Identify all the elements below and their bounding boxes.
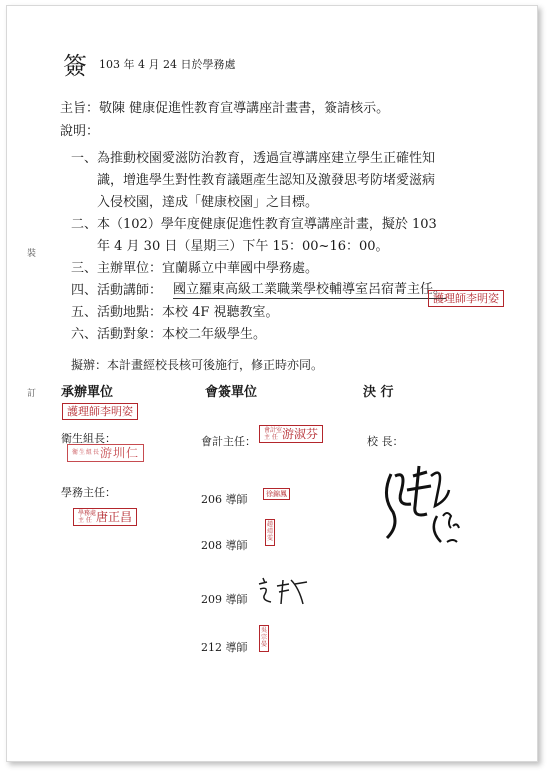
principal-signature-icon bbox=[377, 446, 467, 556]
nurse-stamp-top: 護理師李明姿 bbox=[428, 290, 504, 307]
organizer-title: 承辦單位 bbox=[61, 385, 114, 400]
subject-label: 主旨： bbox=[60, 101, 100, 116]
item-5-num: 五、 bbox=[71, 305, 98, 320]
s208-char-3: 雯 bbox=[267, 534, 274, 542]
health-leader-stamp-prefix: 衛生組長 bbox=[72, 449, 101, 457]
explanation-label: 說明： bbox=[60, 124, 100, 139]
s212-char-3: 晏 bbox=[261, 640, 268, 648]
teacher-209-label: 209 導師 bbox=[201, 593, 248, 606]
item-3-line-1: 主辦單位：宜蘭縣立中華國中學務處。 bbox=[97, 261, 319, 276]
item-1-line-1: 為推動校園愛滋防治教育，透過宣導講座建立學生正確性知 bbox=[97, 151, 436, 166]
item-2-line-1: 本（102）學年度健康促進性教育宣導講座計畫，擬於 103 bbox=[97, 217, 437, 232]
affairs-stamp-name: 唐正昌 bbox=[96, 510, 133, 524]
principal-label: 校 長： bbox=[367, 435, 404, 448]
teacher-206-stamp: 徐錦鳳 bbox=[263, 488, 290, 500]
s208-char-1: 趙 bbox=[267, 521, 274, 528]
item-5-line-1: 活動地點：本校 4F 視聽教室。 bbox=[97, 305, 279, 320]
teacher-208-stamp bbox=[265, 519, 275, 546]
item-3-num: 三、 bbox=[71, 261, 98, 276]
doc-type: 簽 bbox=[63, 52, 87, 80]
teacher-209-signature-icon bbox=[255, 574, 315, 608]
teacher-206-label: 206 導師 bbox=[201, 493, 248, 506]
health-leader-stamp-name: 游圳仁 bbox=[100, 446, 140, 460]
accountant-label: 會計主任： bbox=[201, 435, 256, 448]
student-affairs-stamp bbox=[73, 508, 137, 526]
cosign-title: 會簽單位 bbox=[205, 385, 258, 400]
health-leader-label: 衛生組長： bbox=[61, 432, 116, 445]
item-1-num: 一、 bbox=[71, 151, 98, 166]
health-leader-stamp bbox=[67, 444, 144, 462]
item-6-line-1: 活動對象：本校二年級學生。 bbox=[97, 327, 267, 342]
decision-title: 決 行 bbox=[363, 385, 394, 400]
item-4-num: 四、 bbox=[71, 283, 98, 298]
s208-char-2: 靖 bbox=[267, 527, 274, 535]
account-stamp-prefix-2: 主 任 bbox=[264, 433, 278, 441]
item-1-line-3: 入侵校園，達成「健康校園」之目標。 bbox=[97, 195, 319, 210]
s212-char-2: 宗 bbox=[261, 633, 268, 641]
item-2-line-2: 年 4 月 30 日（星期三）下午 15：00~16：00。 bbox=[97, 239, 389, 254]
teacher-208-label: 208 導師 bbox=[201, 539, 248, 552]
margin-mark-bind: 裝 bbox=[27, 249, 37, 259]
accountant-stamp bbox=[259, 425, 323, 443]
item-6-num: 六、 bbox=[71, 327, 98, 342]
nurse-stamp-organizer: 護理師李明姿 bbox=[62, 403, 138, 420]
teacher-212-label: 212 導師 bbox=[201, 641, 248, 654]
margin-mark-staple: 訂 bbox=[27, 389, 37, 399]
document-page bbox=[6, 5, 538, 762]
date-line: 103 年 4 月 24 日於學務處 bbox=[99, 58, 236, 71]
s212-char-1: 吳 bbox=[261, 627, 268, 634]
item-4-label: 活動講師： bbox=[97, 283, 163, 298]
item-2-num: 二、 bbox=[71, 217, 98, 232]
teacher-212-stamp bbox=[259, 625, 269, 652]
account-stamp-prefix-1: 會計室 bbox=[264, 426, 283, 434]
subject-text: 敬陳 健康促進性教育宣導講座計畫書，簽請核示。 bbox=[99, 101, 390, 116]
accountant-stamp-name: 游淑芬 bbox=[282, 427, 319, 441]
proposal-text: 擬辦：本計畫經校長核可後施行，修正時亦同。 bbox=[71, 358, 324, 372]
item-4-value: 國立羅東高級工業職業學校輔導室呂宿菁主任。 bbox=[173, 278, 446, 299]
item-1-line-2: 識，增進學生對性教育議題產生認知及激發思考防堵愛滋病 bbox=[97, 173, 436, 188]
affairs-stamp-prefix-1: 學務處 bbox=[78, 509, 97, 517]
affairs-stamp-prefix-2: 主 任 bbox=[78, 516, 92, 524]
student-affairs-label: 學務主任： bbox=[61, 486, 116, 499]
